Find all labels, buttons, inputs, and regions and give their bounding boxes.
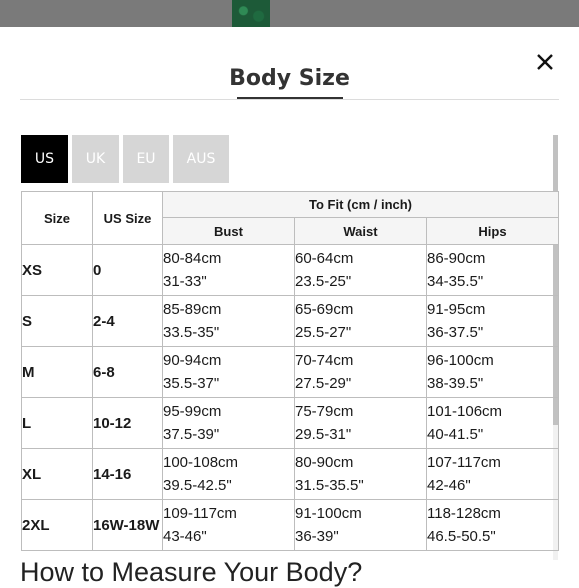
waist-cell (295, 347, 427, 398)
product-image-peek (232, 0, 270, 27)
size-chart-table (21, 191, 559, 551)
bust-cm: 100-108cm (163, 454, 239, 471)
hips-inch: 42-46" (427, 477, 471, 494)
hips-cm: 86-90cm (427, 250, 486, 267)
tab-uk[interactable]: UK (72, 135, 119, 183)
hips-inch: 38-39.5" (427, 375, 484, 392)
header-size: Size (22, 192, 93, 245)
waist-cm: 60-64cm (295, 250, 354, 267)
table-row (22, 500, 559, 551)
hips-cell (427, 347, 559, 398)
bust-cell (163, 500, 295, 551)
hips-cm: 91-95cm (427, 301, 486, 318)
waist-cell (295, 500, 427, 551)
size-cell: L (22, 398, 93, 449)
hips-cm: 101-106cm (427, 403, 503, 420)
bust-inch: 37.5-39" (163, 426, 220, 443)
bust-cell (163, 449, 295, 500)
header-us-size: US Size (93, 192, 163, 245)
page-backdrop[interactable] (0, 0, 579, 27)
hips-inch: 46.5-50.5" (427, 528, 496, 545)
waist-cell (295, 296, 427, 347)
table-row (22, 296, 559, 347)
title-divider (20, 99, 559, 100)
hips-inch: 36-37.5" (427, 324, 484, 341)
us-size-cell: 10-12 (93, 398, 163, 449)
bust-inch: 35.5-37" (163, 375, 220, 392)
waist-cm: 80-90cm (295, 454, 354, 471)
size-cell: XS (22, 245, 93, 296)
hips-cell (427, 398, 559, 449)
bust-cell (163, 245, 295, 296)
bust-cell (163, 347, 295, 398)
bust-cm: 90-94cm (163, 352, 222, 369)
waist-inch: 31.5-35.5" (295, 477, 364, 494)
us-size-cell: 14-16 (93, 449, 163, 500)
close-icon (532, 49, 558, 75)
table-row (22, 347, 559, 398)
size-cell: 2XL (22, 500, 93, 551)
header-to-fit: To Fit (cm / inch) (163, 192, 559, 218)
bust-cm: 85-89cm (163, 301, 222, 318)
waist-cm: 91-100cm (295, 505, 362, 522)
bust-cell (163, 296, 295, 347)
hips-cell (427, 245, 559, 296)
bust-inch: 31-33" (163, 273, 207, 290)
waist-inch: 27.5-29" (295, 375, 352, 392)
us-size-cell: 6-8 (93, 347, 163, 398)
table-row (22, 398, 559, 449)
waist-inch: 36-39" (295, 528, 339, 545)
waist-cell (295, 398, 427, 449)
measure-guide-heading: How to Measure Your Body? (20, 557, 363, 587)
hips-cm: 107-117cm (427, 454, 501, 471)
table-row (22, 449, 559, 500)
tab-eu[interactable]: EU (123, 135, 169, 183)
hips-cm: 96-100cm (427, 352, 494, 369)
us-size-cell: 16W-18W (93, 500, 163, 551)
hips-cell (427, 296, 559, 347)
waist-cm: 75-79cm (295, 403, 354, 420)
hips-cell (427, 449, 559, 500)
size-cell: M (22, 347, 93, 398)
waist-inch: 29.5-31" (295, 426, 352, 443)
bust-cm: 109-117cm (163, 505, 237, 522)
table-row (22, 245, 559, 296)
size-cell: XL (22, 449, 93, 500)
size-cell: S (22, 296, 93, 347)
waist-cm: 65-69cm (295, 301, 354, 318)
waist-cell (295, 245, 427, 296)
header-hips: Hips (427, 218, 559, 245)
us-size-cell: 0 (93, 245, 163, 296)
bust-inch: 39.5-42.5" (163, 477, 232, 494)
bust-cm: 95-99cm (163, 403, 222, 420)
header-bust: Bust (163, 218, 295, 245)
hips-inch: 40-41.5" (427, 426, 484, 443)
unit-tabs (21, 135, 229, 183)
tab-us[interactable]: US (21, 135, 68, 183)
waist-inch: 23.5-25" (295, 273, 352, 290)
bust-inch: 33.5-35" (163, 324, 220, 341)
close-button[interactable] (532, 49, 558, 75)
bust-inch: 43-46" (163, 528, 207, 545)
hips-inch: 34-35.5" (427, 273, 484, 290)
hips-cell (427, 500, 559, 551)
waist-cm: 70-74cm (295, 352, 354, 369)
us-size-cell: 2-4 (93, 296, 163, 347)
header-waist: Waist (295, 218, 427, 245)
bust-cell (163, 398, 295, 449)
tab-aus[interactable]: AUS (173, 135, 229, 183)
waist-cell (295, 449, 427, 500)
modal-title: Body Size (229, 66, 350, 91)
waist-inch: 25.5-27" (295, 324, 352, 341)
hips-cm: 118-128cm (427, 505, 501, 522)
bust-cm: 80-84cm (163, 250, 222, 267)
